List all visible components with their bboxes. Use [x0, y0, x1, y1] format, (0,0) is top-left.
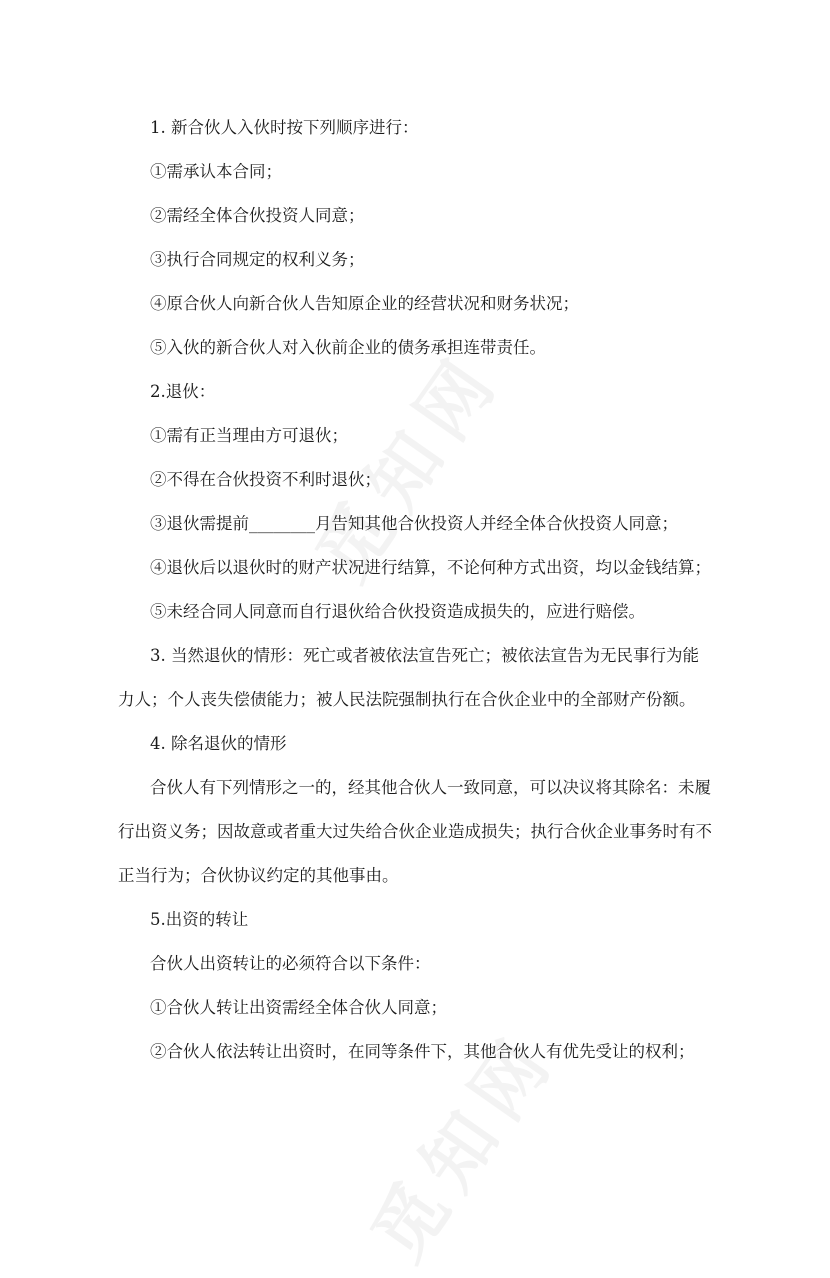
list-item: ①合伙人转让出资需经全体合伙人同意；: [150, 998, 447, 1017]
paragraph-line: 3. 当然退伙的情形：死亡或者被依法宣告死亡；被依法宣告为无民事行为能: [150, 646, 699, 665]
paragraph-line: 正当行为；合伙协议约定的其他事由。: [118, 866, 399, 885]
section-heading-transfer: 5.出资的转让: [150, 910, 249, 929]
section-heading-expulsion: 4. 除名退伙的情形: [150, 734, 287, 753]
list-item: ⑤入伙的新合伙人对入伙前企业的债务承担连带责任。: [150, 338, 546, 357]
paragraph-line: 力人；个人丧失偿债能力；被人民法院强制执行在合伙企业中的全部财产份额。: [118, 690, 696, 709]
paragraph-line: 合伙人有下列情形之一的，经其他合伙人一致同意，可以决议将其除名：未履: [150, 778, 711, 797]
paragraph-transfer-intro: 合伙人出资转让的必须符合以下条件：: [150, 954, 431, 973]
list-item: ②合伙人依法转让出资时，在同等条件下，其他合伙人有优先受让的权利；: [150, 1042, 695, 1061]
list-item: ②需经全体合伙投资人同意；: [150, 206, 365, 225]
list-item: ①需承认本合同；: [150, 162, 282, 181]
list-item: ②不得在合伙投资不利时退伙；: [150, 470, 381, 489]
paragraph-expulsion-conditions: [118, 766, 718, 898]
section-heading-withdrawal: 2.退伙：: [150, 382, 216, 401]
list-item: ④退伙后以退伙时的财产状况进行结算，不论何种方式出资，均以金钱结算；: [150, 558, 711, 577]
list-item: ⑤未经合同人同意而自行退伙给合伙投资造成损失的，应进行赔偿。: [150, 602, 645, 621]
list-item: ④原合伙人向新合伙人告知原企业的经营状况和财务状况；: [150, 294, 579, 313]
paragraph-natural-withdrawal: [118, 634, 718, 722]
document-body: [118, 106, 718, 1074]
paragraph-line: 行出资义务；因故意或者重大过失给合伙企业造成损失；执行合伙企业事务时有不: [118, 822, 712, 841]
list-item: ①需有正当理由方可退伙；: [150, 426, 348, 445]
list-item: ③退伙需提前________月告知其他合伙投资人并经全体合伙投资人同意；: [150, 514, 678, 533]
paragraph-admission-order: 1. 新合伙人入伙时按下列顺序进行：: [150, 118, 419, 137]
list-item: ③执行合同规定的权利义务；: [150, 250, 365, 269]
